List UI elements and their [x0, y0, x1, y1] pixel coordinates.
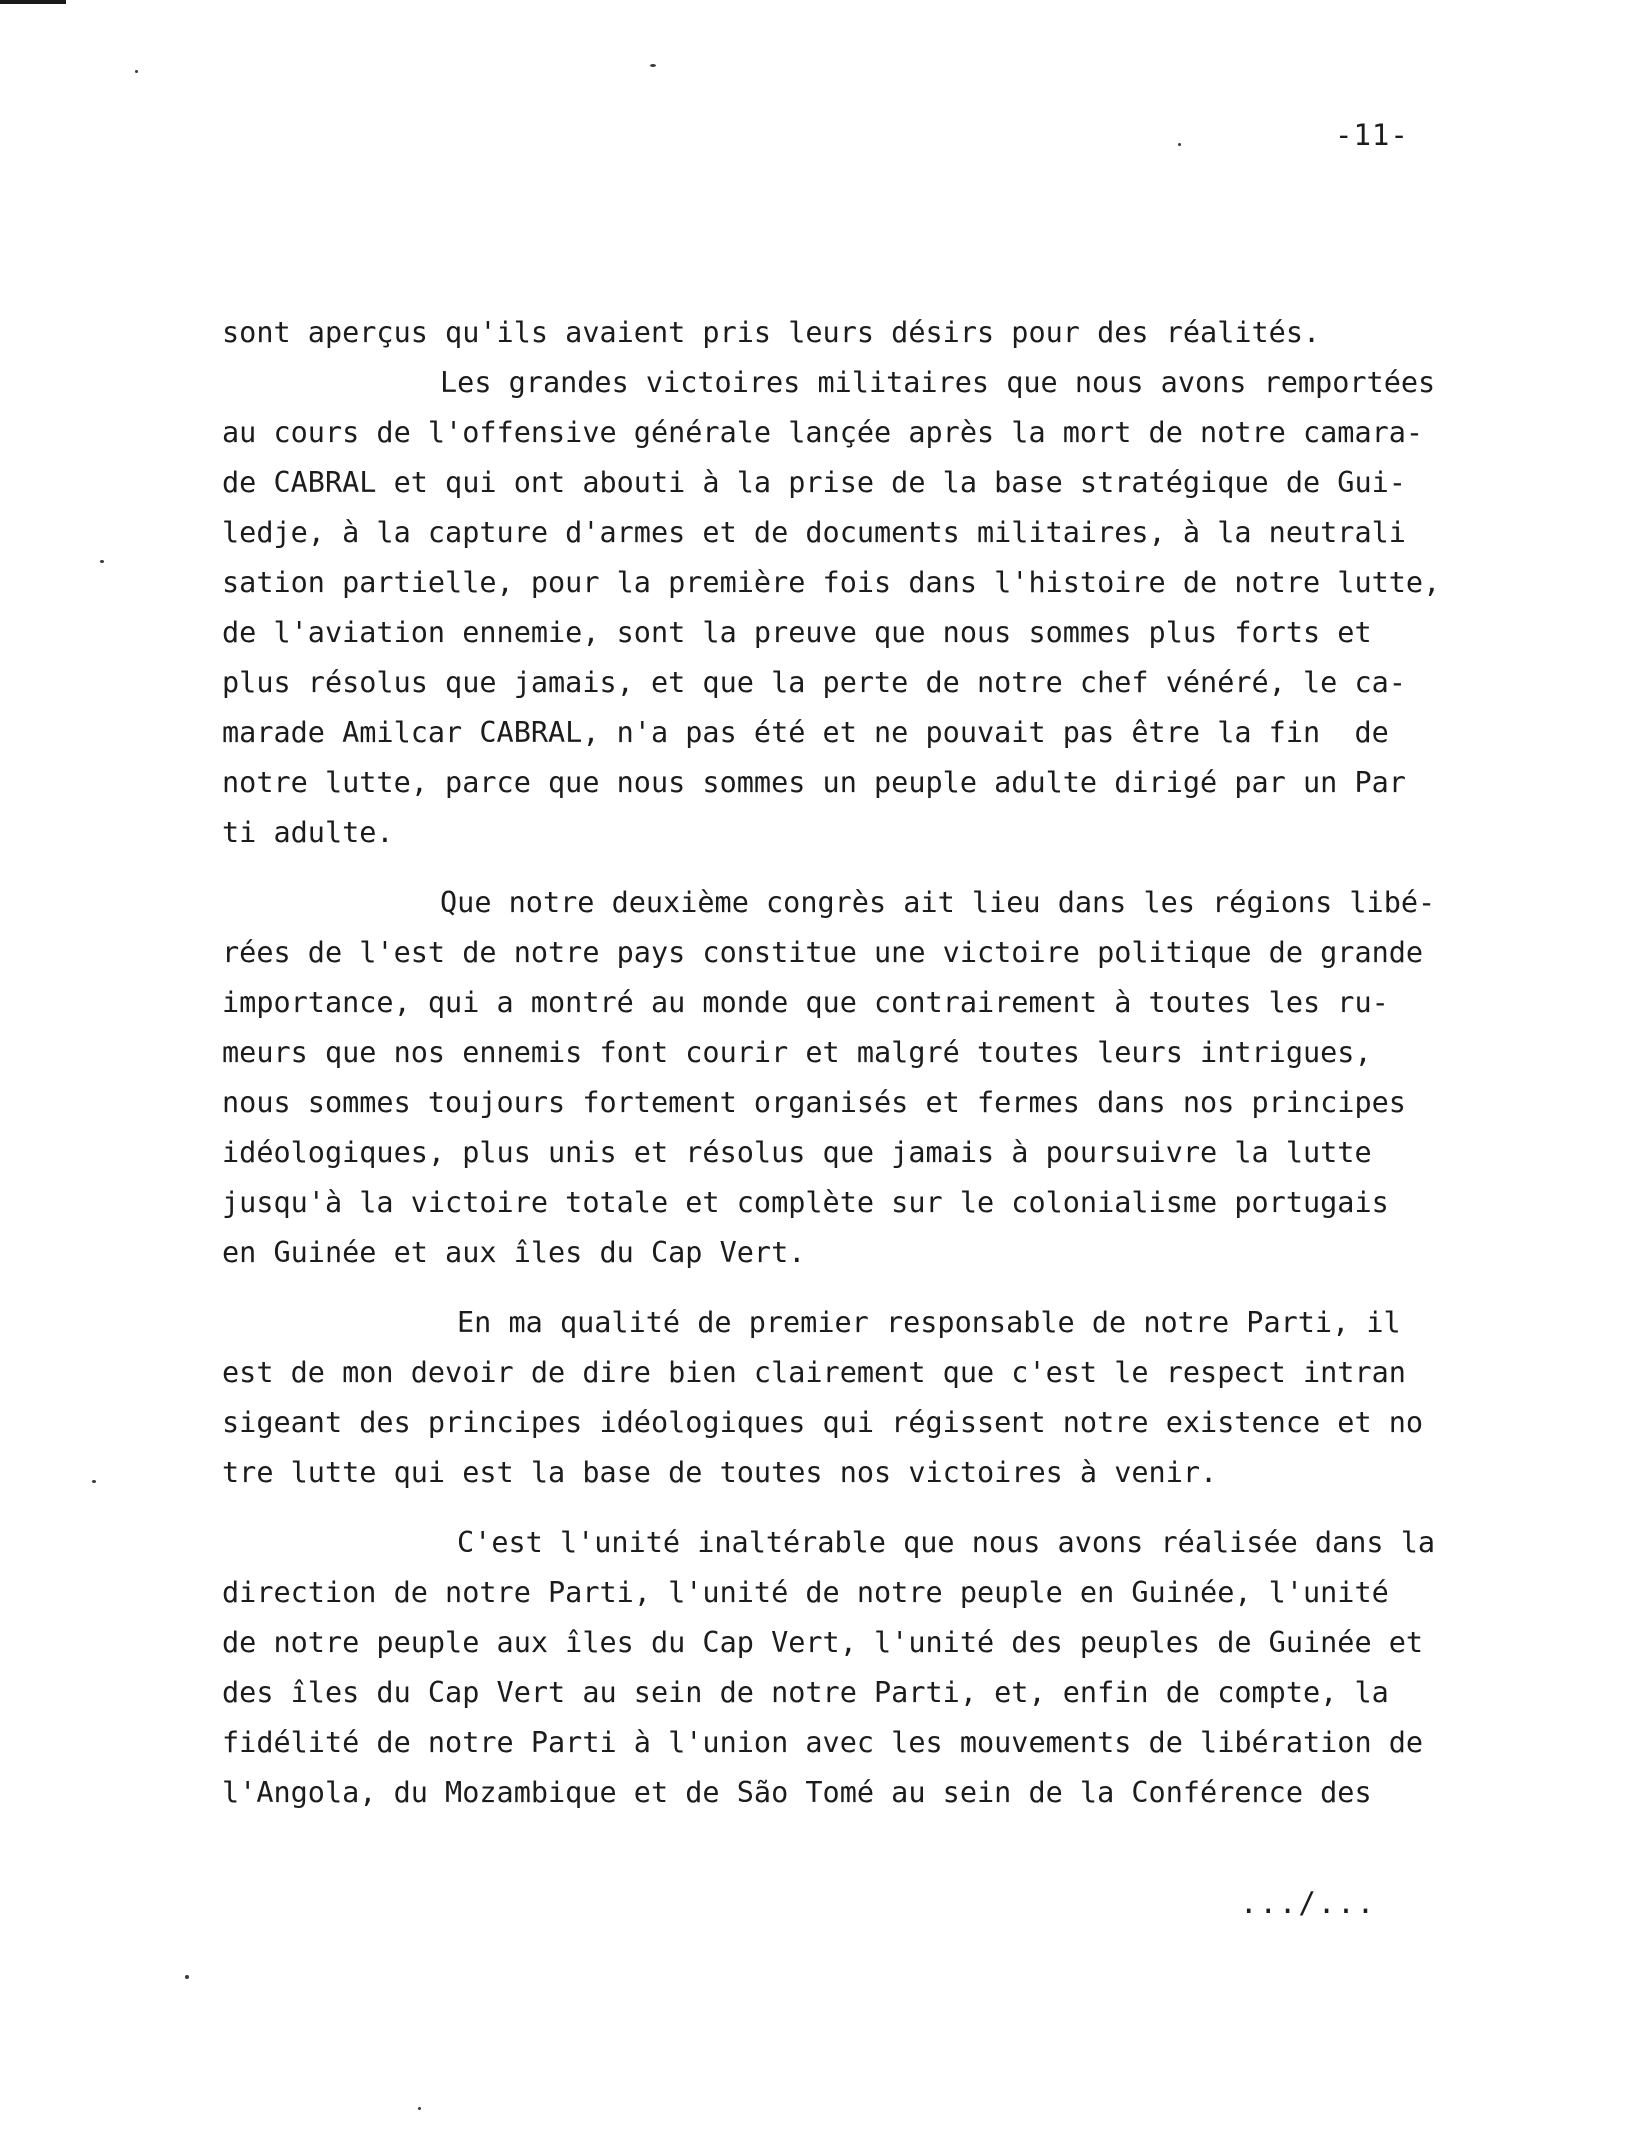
scan-speck: [650, 64, 656, 67]
text-line: sont aperçus qu'ils avaient pris leurs désirs pour des réalités.: [222, 316, 1321, 349]
text-line: jusqu'à la victoire totale et complète sur le colonialisme portugais: [222, 1186, 1389, 1219]
text-line: est de mon devoir de dire bien clairement que c'est le respect intran: [222, 1356, 1406, 1389]
text-line: Que notre deuxième congrès ait lieu dans les régions libé-: [440, 886, 1436, 919]
text-line: de notre peuple aux îles du Cap Vert, l'unité des peuples de Guinée et: [222, 1626, 1424, 1659]
text-line: nous sommes toujours fortement organisés et fermes dans nos principes: [222, 1086, 1406, 1119]
text-line: notre lutte, parce que nous sommes un peuple adulte dirigé par un Par: [222, 766, 1406, 799]
text-line: fidélité de notre Parti à l'union avec les mouvements de libération de: [222, 1726, 1424, 1759]
text-line: tre lutte qui est la base de toutes nos victoires à venir.: [222, 1456, 1218, 1489]
scan-speck: [185, 1975, 189, 1979]
text-line: ledje, à la capture d'armes et de documents militaires, à la neutrali: [222, 516, 1406, 549]
text-line: Les grandes victoires militaires que nous avons remportées: [440, 366, 1436, 399]
document-body: [222, 308, 1612, 1818]
text-line: des îles du Cap Vert au sein de notre Parti, et, enfin de compte, la: [222, 1676, 1389, 1709]
text-line: de CABRAL et qui ont abouti à la prise de la base stratégique de Gui-: [222, 466, 1406, 499]
text-line: en Guinée et aux îles du Cap Vert.: [222, 1236, 806, 1269]
text-line: marade Amilcar CABRAL, n'a pas été et ne pouvait pas être la fin de: [222, 716, 1389, 749]
text-line: plus résolus que jamais, et que la perte de notre chef vénéré, le ca-: [222, 666, 1406, 699]
text-line: direction de notre Parti, l'unité de notre peuple en Guinée, l'unité: [222, 1576, 1389, 1609]
text-line: l'Angola, du Mozambique et de São Tomé au sein de la Conférence des: [222, 1776, 1372, 1809]
text-line: au cours de l'offensive générale lançée après la mort de notre camara-: [222, 416, 1424, 449]
page-number: -11-: [1335, 118, 1409, 152]
text-line: importance, qui a montré au monde que contrairement à toutes les ru-: [222, 986, 1389, 1019]
scan-speck: [418, 2107, 421, 2110]
text-line: idéologiques, plus unis et résolus que jamais à poursuivre la lutte: [222, 1136, 1372, 1169]
text-line: sation partielle, pour la première fois dans l'histoire de notre lutte,: [222, 566, 1441, 599]
text-line: de l'aviation ennemie, sont la preuve que nous sommes plus forts et: [222, 616, 1372, 649]
text-line: ti adulte.: [222, 816, 394, 849]
scan-edge-mark: [0, 0, 66, 4]
text-line: C'est l'unité inaltérable que nous avons réalisée dans la: [457, 1526, 1436, 1559]
scan-speck: [92, 1480, 96, 1483]
text-line: meurs que nos ennemis font courir et malgré toutes leurs intrigues,: [222, 1036, 1372, 1069]
text-line: rées de l'est de notre pays constitue une victoire politique de grande: [222, 936, 1424, 969]
text-line: sigeant des principes idéologiques qui régissent notre existence et no: [222, 1406, 1424, 1439]
scan-speck: [1178, 143, 1181, 146]
scan-speck: [135, 70, 138, 73]
text-line: En ma qualité de premier responsable de notre Parti, il: [457, 1306, 1401, 1339]
scan-speck: [100, 560, 104, 563]
continuation-mark: .../...: [1240, 1886, 1377, 1920]
